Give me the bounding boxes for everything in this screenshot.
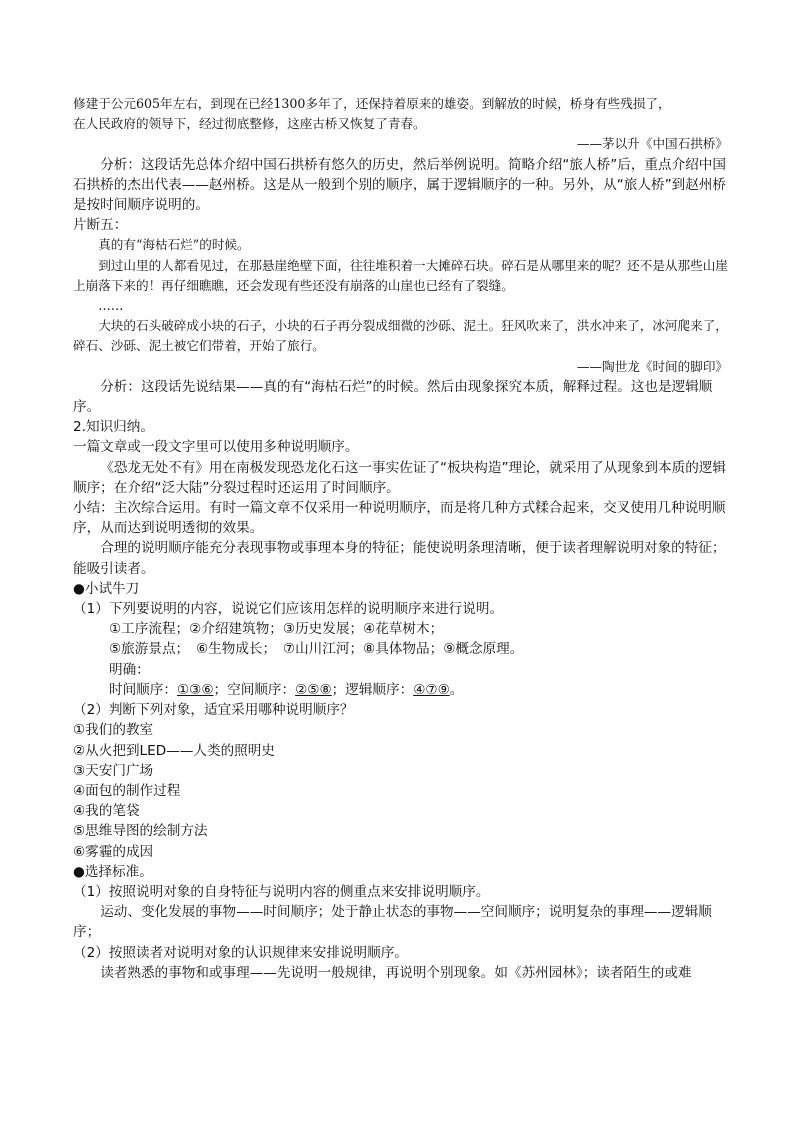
answer-space-label: ；空间顺序： <box>213 681 296 698</box>
standards-s1-body: 运动、变化发展的事物——时间顺序；处于静止状态的事物——空间顺序；说明复杂的事理——逻辑顺序； <box>73 904 712 941</box>
passage4-line2: 在人民政府的领导下，经过彻底整修，这座古桥又恢复了青春。 <box>73 116 426 132</box>
knowledge-heading: 2.知识归纳。 <box>73 419 154 436</box>
practice-q1-items-a: ①工序流程；②介绍建筑物；③历史发展；④花草树木； <box>109 621 444 638</box>
answer-line <box>73 680 728 700</box>
list-item: ②从火把到LED——人类的照明史 <box>73 742 275 759</box>
list-item: ④面包的制作过程 <box>73 782 181 799</box>
list-item: ④我的笔袋 <box>73 803 140 820</box>
passage4-source: ——茅以升《中国石拱桥》 <box>576 136 728 152</box>
answer-space-value: ②⑤⑧ <box>295 681 332 698</box>
answer-end: 。 <box>449 681 464 698</box>
passage4-line1: 修建于公元605年左右，到现在已经1300多年了，还保持着原来的雄姿。到解放的时候，桥身有些残损了， <box>73 96 671 111</box>
practice-q1: （1）下列要说明的内容，说说它们应该用怎样的说明顺序来进行说明。 <box>73 601 504 618</box>
practice-q1-items-b: ⑤旅游景点； ⑥生物成长； ⑦山川江河；⑧具体物品；⑨概念原理。 <box>109 641 524 658</box>
practice-q2: （2）判断下列对象，适宜采用哪种说明顺序？ <box>73 702 354 719</box>
list-item: ⑤思维导图的绘制方法 <box>73 823 208 840</box>
fragment5-label: 片断五： <box>73 217 128 234</box>
list-item: ③天安门广场 <box>73 762 154 779</box>
standards-heading: ●选择标准。 <box>73 863 153 880</box>
standards-s2-body: 读者熟悉的事物和或事理——先说明一般规律，再说明个别现象。如《苏州园林》；读者陌生的或难 <box>100 964 692 981</box>
knowledge-p3: 合理的说明顺序能充分表现事物或事理本身的特征；能使说明条理清晰，便于读者理解说明对象的特征；能吸引读者。 <box>73 540 726 577</box>
knowledge-p1: 一篇文章或一段文字里可以使用多种说明顺序。 <box>73 439 359 456</box>
answer-time-label: 时间顺序： <box>109 681 177 698</box>
answer-logic-label: ；逻辑顺序： <box>331 681 414 698</box>
document-page <box>73 94 728 983</box>
answer-label: 明确： <box>109 661 150 678</box>
answer-logic-value: ④⑦⑨ <box>413 681 450 698</box>
knowledge-p2: 《恐龙无处不有》用在南极发现恐龙化石这一事实佐证了“板块构造”理论，就采用了从现象到本质的逻辑顺序；在介绍“泛大陆”分裂过程时还运用了时间顺序。 <box>73 459 726 496</box>
fragment5-source: ——陶世龙《时间的脚印》 <box>576 358 728 374</box>
list-item: ⑥雾霾的成因 <box>73 843 154 860</box>
practice-heading: ●小试牛刀 <box>73 580 140 597</box>
standards-s1: （1）按照说明对象的自身特征与说明内容的侧重点来安排说明顺序。 <box>73 883 490 900</box>
fragment5-p3: 大块的石头破碎成小块的石子，小块的石子再分裂成细微的沙砾、泥土。狂风吹来了，洪水冲来了，冰河爬来了，碎石、沙砾、泥土被它们带着，开始了旅行。 <box>73 318 728 354</box>
fragment5-p2: 到过山里的人都看见过，在那悬崖绝壁下面，往往堆积着一大摊碎石块。碎石是从哪里来的呢？还不是从那些山崖上崩落下来的！再仔细瞧瞧，还会发现有些还没有崩落的山崖也已经有了裂缝。 <box>73 257 728 293</box>
knowledge-summary: 小结：主次综合运用。有时一篇文章不仅采用一种说明顺序，而是将几种方式糅合起来，交叉使用几种说明顺序，从而达到说明透彻的效果。 <box>73 500 726 537</box>
answer-time-value: ①③⑥ <box>176 681 214 698</box>
standards-s2: （2）按照读者对说明对象的认识规律来安排说明顺序。 <box>73 944 408 961</box>
analysis-4: 分析：这段话先总体介绍中国石拱桥有悠久的历史，然后举例说明。简略介绍“旅人桥”后，重点介绍中国石拱桥的杰出代表——赵州桥。这是从一般到个别的顺序，属于逻辑顺序的一种。另外，从“旅人桥”到赵州桥是按时间顺序说明的。 <box>73 156 726 214</box>
list-item: ①我们的教室 <box>73 722 154 739</box>
fragment5-ellipsis: …… <box>98 298 124 314</box>
analysis-5: 分析：这段话先说结果——真的有“海枯石烂”的时候。然后由现象探究本质，解释过程。这也是逻辑顺序。 <box>73 378 713 416</box>
fragment5-p1: 真的有“海枯石烂”的时候。 <box>98 237 250 253</box>
